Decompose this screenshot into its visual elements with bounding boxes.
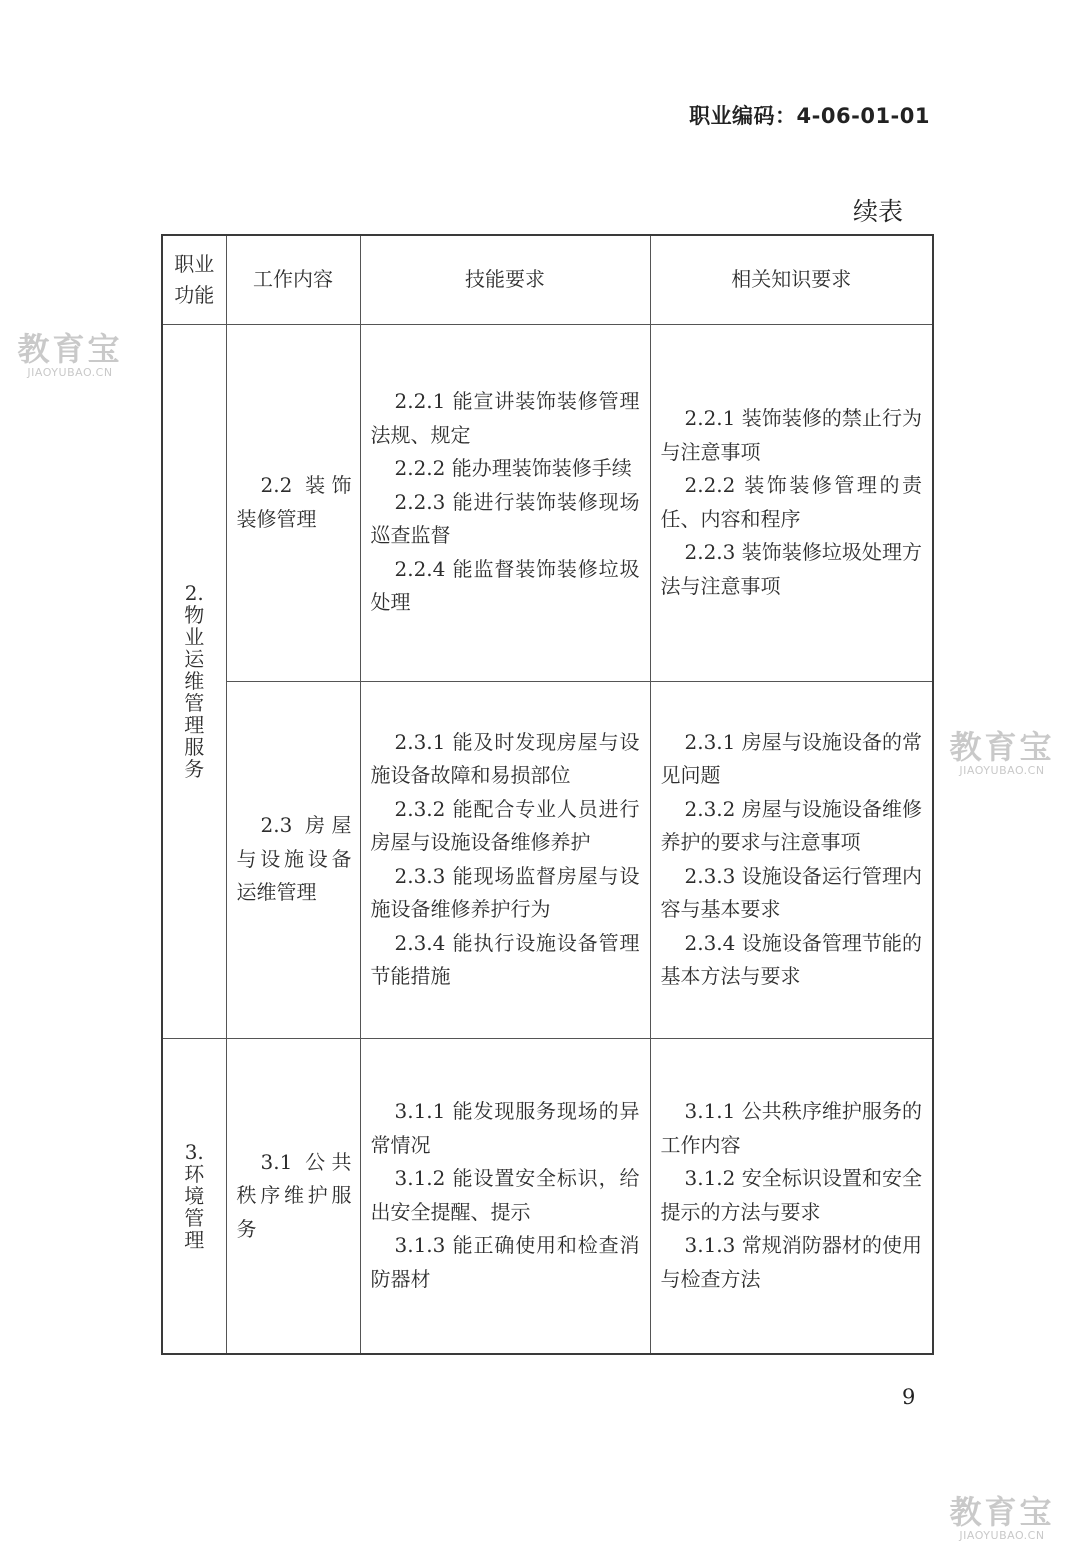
watermark-sub: JIAOYUBAO.CN: [27, 366, 113, 379]
watermark-sub: JIAOYUBAO.CN: [959, 1529, 1045, 1542]
function-label-char: 管: [184, 1205, 205, 1230]
function-label-char: 管: [184, 691, 205, 715]
header-skill-requirements: 技能要求: [360, 235, 650, 324]
function-label-char: 务: [184, 757, 205, 781]
occupation-code: 职业编码：4-06-01-01: [689, 104, 930, 128]
function-cell: [162, 324, 226, 1038]
table-row: [162, 681, 933, 1038]
table-row: [162, 1038, 933, 1354]
knowledge-item: 2.2.2 装饰装修管理的责任、内容和程序: [660, 473, 922, 531]
skill-item: 2.3.2 能配合专业人员进行房屋与设施设备维修养护: [370, 796, 640, 854]
function-label-char: 运: [184, 647, 205, 671]
function-label-char: 3.: [184, 1139, 204, 1164]
knowledge-item: 2.3.3 设施设备运行管理内容与基本要求: [660, 863, 922, 921]
work-content-cell: 2.2 装饰装修管理: [226, 324, 360, 681]
header-work-content: 工作内容: [226, 235, 360, 324]
function-cell: [162, 1038, 226, 1354]
skill-cell: [360, 681, 650, 1038]
function-label-char: 理: [184, 1227, 205, 1252]
knowledge-item: 2.3.1 房屋与设施设备的常见问题: [660, 729, 922, 787]
header-function: [162, 235, 226, 324]
requirements-table: [161, 234, 934, 1355]
function-label-char: 理: [184, 713, 205, 737]
skill-item: 2.2.3 能进行装饰装修现场巡查监督: [370, 489, 640, 548]
watermark-logo: [946, 1494, 1058, 1542]
knowledge-item: 2.3.4 设施设备管理节能的基本方法与要求: [660, 930, 922, 988]
watermark-logo: [946, 729, 1058, 777]
knowledge-cell: [650, 324, 933, 681]
knowledge-item: 3.1.2 安全标识设置和安全提示的方法与要求: [660, 1166, 922, 1224]
skill-item: 2.2.4 能监督装饰装修垃圾处理: [370, 556, 640, 615]
header-knowledge-requirements: 相关知识要求: [650, 235, 933, 324]
skill-item: 2.3.3 能现场监督房屋与设施设备维修养护行为: [370, 863, 640, 921]
skill-cell: [360, 1038, 650, 1354]
function-label-char: 境: [184, 1183, 205, 1208]
knowledge-item: 2.2.3 装饰装修垃圾处理方法与注意事项: [660, 540, 922, 598]
knowledge-item: 3.1.1 公共秩序维护服务的工作内容: [660, 1099, 922, 1157]
continued-label: 续表: [853, 197, 904, 226]
skill-item: 3.1.1 能发现服务现场的异常情况: [370, 1099, 640, 1157]
skill-item: 2.3.4 能执行设施设备管理节能措施: [370, 930, 640, 988]
function-label-char: 维: [184, 669, 205, 693]
watermark-title: 教育宝: [949, 728, 1055, 766]
skill-item: 2.2.1 能宣讲装饰装修管理法规、规定: [370, 389, 640, 447]
skill-item: 2.2.2 能办理装饰装修手续: [394, 456, 632, 481]
function-label-char: 环: [184, 1161, 205, 1186]
work-content-cell: 2.3 房屋与设施设备运维管理: [226, 681, 360, 1038]
table-header-row: [162, 235, 933, 324]
skill-item: 3.1.2 能设置安全标识，给出安全提醒、提示: [370, 1166, 640, 1224]
skill-item: 3.1.3 能正确使用和检查消防器材: [370, 1233, 640, 1291]
page-number: 9: [902, 1385, 916, 1409]
watermark-logo: [14, 331, 126, 379]
header-function-line: 职业: [174, 251, 215, 276]
function-label-char: 服: [184, 735, 205, 759]
knowledge-cell: [650, 681, 933, 1038]
skill-item: 2.3.1 能及时发现房屋与设施设备故障和易损部位: [370, 729, 640, 787]
function-label-char: 2.: [184, 581, 204, 605]
knowledge-item: 2.2.1 装饰装修的禁止行为与注意事项: [660, 406, 922, 464]
watermark-title: 教育宝: [17, 330, 123, 368]
knowledge-item: 3.1.3 常规消防器材的使用与检查方法: [660, 1233, 922, 1291]
knowledge-item: 2.3.2 房屋与设施设备维修养护的要求与注意事项: [660, 796, 922, 854]
header-function-line: 功能: [174, 282, 215, 307]
function-label-char: 物: [184, 603, 205, 627]
knowledge-cell: [650, 1038, 933, 1354]
watermark-title: 教育宝: [949, 1493, 1055, 1531]
function-label-char: 业: [184, 625, 205, 649]
watermark-sub: JIAOYUBAO.CN: [959, 764, 1045, 777]
skill-cell: [360, 324, 650, 681]
table-row: [162, 324, 933, 681]
work-content-cell: 3.1 公共秩序维护服务: [226, 1038, 360, 1354]
